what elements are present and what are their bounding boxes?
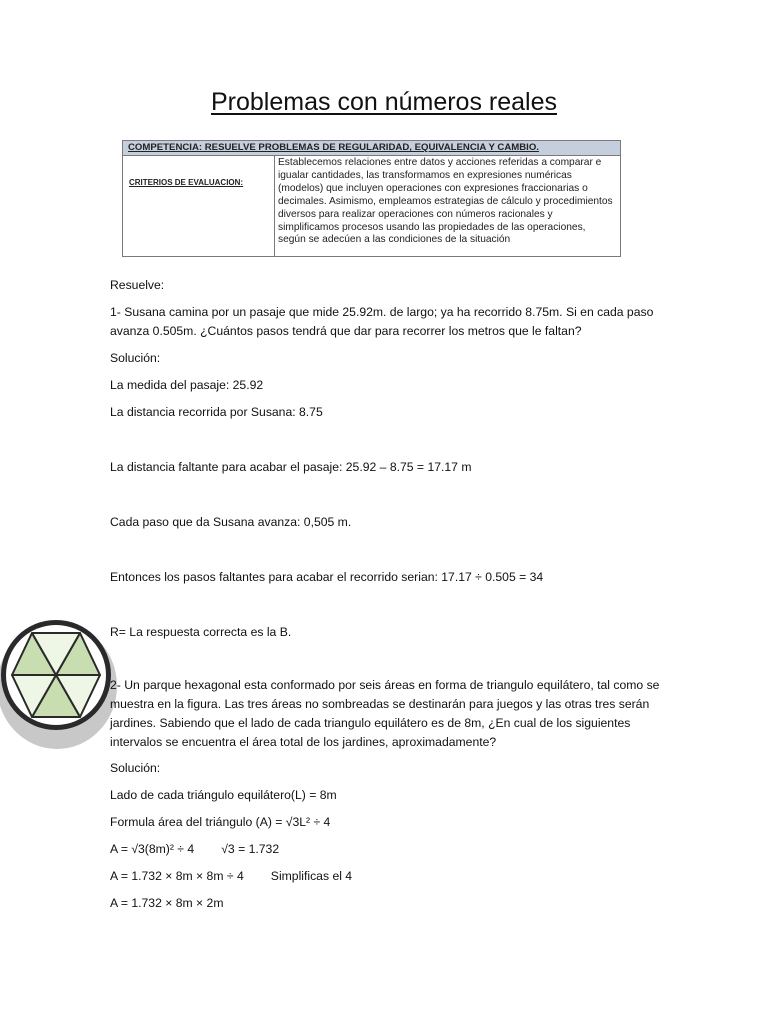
solution-step: La distancia recorrida por Susana: 8.75 xyxy=(110,405,323,419)
solution-step: La distancia faltante para acabar el pasaje: 25.92 – 8.75 = 17.17 m xyxy=(110,460,472,474)
solution-step: Entonces los pasos faltantes para acabar el recorrido serian: 17.17 ÷ 0.505 = 34 xyxy=(110,570,544,584)
problem-2: 2- Un parque hexagonal esta conformado por seis áreas en forma de triangulo equilátero, tal como se muestra en la figura. Las tres áreas no sombreadas se destinarán para juegos y las otras tres serán jardines. Sabiendo que el lado de cada triangulo equilátero es de 8m, ¿En cual de los siguientes intervalos se encuentra el área total de los jardines, aproximadamente? xyxy=(110,678,660,749)
problem-1: 1- Susana camina por un pasaje que mide 25.92m. de largo; ya ha recorrido 8.75m. Si en cada paso avanza 0.505m. ¿Cuántos pasos tendrá que dar para recorrer los metros que le faltan? xyxy=(110,305,654,338)
answer-1: R= La respuesta correcta es la B. xyxy=(110,625,292,639)
criterios-label: CRITERIOS DE EVALUACION: xyxy=(123,156,275,257)
solution-step: Formula área del triángulo (A) = √3L² ÷ 4 xyxy=(110,815,331,829)
solution-step: A = 1.732 × 8m × 8m ÷ 4 Simplificas el 4 xyxy=(110,869,353,883)
competencia-body xyxy=(123,156,620,257)
hexagon-park-figure xyxy=(0,620,118,750)
solution-step: A = √3(8m)² ÷ 4 √3 = 1.732 xyxy=(110,842,280,856)
solution-label-2: Solución: xyxy=(110,761,161,775)
document-content xyxy=(110,276,670,913)
competencia-table xyxy=(122,140,621,257)
solution-step: La medida del pasaje: 25.92 xyxy=(110,378,264,392)
solution-step: A = 1.732 × 8m × 2m xyxy=(110,896,224,910)
solution-step: Lado de cada triángulo equilátero(L) = 8m xyxy=(110,788,337,802)
criterios-text: Establecemos relaciones entre datos y acciones referidas a comparar e igualar cantidades, las transformamos en expresiones numéricas (modelos) que incluyen operaciones con expresiones fraccionarias o decimales. Asimismo, empleamos estrategias de cálculo y procedimientos diversos para realizar operaciones con números racionales y simplificamos procesos usando las propiedades de las operaciones, según se adecúen a las condiciones de la situación xyxy=(278,157,613,246)
competencia-header: COMPETENCIA: RESUELVE PROBLEMAS DE REGULARIDAD, EQUIVALENCIA Y CAMBIO. xyxy=(123,141,620,156)
solution-label-1: Solución: xyxy=(110,351,161,365)
page-title: Problemas con números reales xyxy=(211,88,557,116)
solution-step: Cada paso que da Susana avanza: 0,505 m. xyxy=(110,515,352,529)
instruction: Resuelve: xyxy=(110,278,165,292)
